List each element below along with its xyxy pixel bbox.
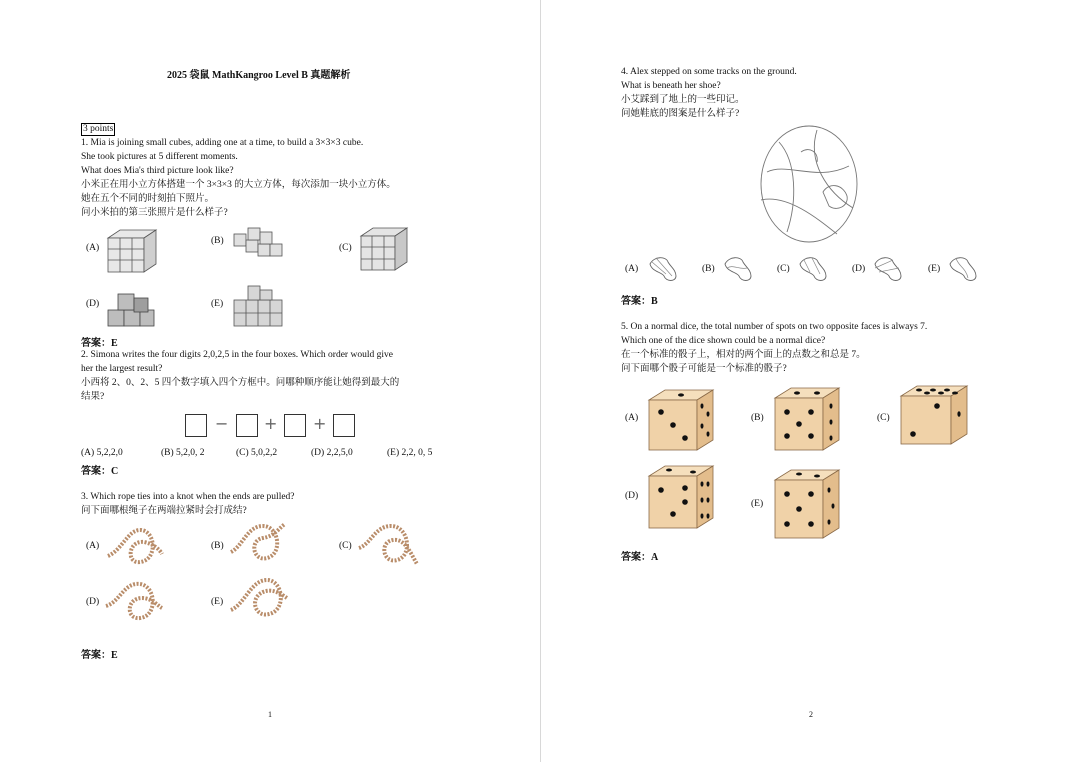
page-2 (541, 0, 1080, 762)
q4-shoe-e (946, 254, 980, 284)
q5-text-zh-1: 在一个标准的骰子上，相对的两个面上的点数之和总是 7。 (621, 350, 866, 360)
q3-rope-a (104, 520, 164, 570)
q5-dice-c (897, 382, 971, 448)
q1-answer: 答案：E (81, 338, 118, 349)
q4-option-b-label: (B) (702, 264, 715, 274)
page-number-1: 1 (268, 710, 272, 719)
q1-option-a-label: (A) (86, 243, 100, 253)
q5-option-d-label: (D) (625, 491, 639, 501)
document-title: 2025 袋鼠 MathKangroo Level B 真题解析 (167, 70, 351, 81)
q3-option-b-label: (B) (211, 541, 224, 551)
q1-text-zh-2: 她在五个不同的时刻拍下照片。 (81, 194, 215, 204)
q4-shoe-a (646, 254, 680, 284)
q1-figure-c (357, 224, 413, 274)
operator-minus: − (215, 414, 229, 433)
q1-figure-a (104, 224, 164, 276)
q3-option-d-label: (D) (86, 597, 100, 607)
q5-option-e-label: (E) (751, 499, 764, 509)
q2-option-a: (A) 5,2,2,0 (81, 448, 123, 458)
q5-option-c-label: (C) (877, 413, 890, 423)
q1-option-e-label: (E) (211, 299, 224, 309)
q3-answer: 答案：E (81, 650, 118, 661)
q5-dice-e (771, 466, 843, 542)
q5-option-a-label: (A) (625, 413, 639, 423)
q4-answer: 答案：B (621, 296, 658, 307)
q4-text-en-1: 4. Alex stepped on some tracks on the ground. (621, 67, 797, 77)
q3-option-c-label: (C) (339, 541, 352, 551)
page-number-2: 2 (809, 710, 813, 719)
q3-rope-d (104, 576, 164, 626)
q4-shoe-c (796, 254, 830, 284)
q2-option-b: (B) 5,2,0, 2 (161, 448, 205, 458)
q5-text-en-2: Which one of the dice shown could be a normal dice? (621, 336, 826, 346)
q3-text-en-1: 3. Which rope ties into a knot when the ends are pulled? (81, 492, 295, 502)
q4-shoe-d (871, 254, 905, 284)
q1-option-c-label: (C) (339, 243, 352, 253)
q1-text-zh-1: 小米正在用小立方体搭建一个 3×3×3 的大立方体，每次添加一块小立方体。 (81, 180, 396, 190)
q3-text-zh-1: 问下面哪根绳子在两端拉紧时会打成结? (81, 506, 247, 516)
q5-dice-a (645, 386, 717, 454)
digit-box-3 (284, 414, 306, 437)
q2-option-c: (C) 5,0,2,2 (236, 448, 278, 458)
q2-option-e: (E) 2,2, 0, 5 (387, 448, 433, 458)
q5-dice-d (645, 462, 717, 532)
q1-figure-b (230, 222, 288, 262)
q3-option-a-label: (A) (86, 541, 100, 551)
operator-plus-1: + (264, 414, 278, 433)
q3-rope-c (357, 518, 419, 570)
q4-option-d-label: (D) (852, 264, 866, 274)
q4-shoe-b (721, 254, 755, 284)
q3-rope-e (229, 574, 291, 626)
q5-dice-b (771, 384, 843, 454)
q2-text-zh-1: 小西将 2、0、2、5 四个数字填入四个方框中。问哪种顺序能让她得到最大的 (81, 378, 400, 388)
q3-option-e-label: (E) (211, 597, 224, 607)
q1-text-en-1: 1. Mia is joining small cubes, adding one at a time, to build a 3×3×3 cube. (81, 138, 364, 148)
q4-text-en-2: What is beneath her shoe? (621, 81, 721, 91)
digit-box-2 (236, 414, 258, 437)
q5-option-b-label: (B) (751, 413, 764, 423)
q5-answer: 答案：A (621, 552, 659, 563)
q1-text-en-3: What does Mia's third picture look like? (81, 166, 234, 176)
operator-plus-2: + (313, 414, 327, 433)
q2-text-en-2: her the largest result? (81, 364, 163, 374)
q5-text-zh-2: 问下面哪个骰子可能是一个标准的骰子? (621, 364, 787, 374)
points-label: 3 points (83, 124, 114, 134)
q2-answer: 答案：C (81, 466, 119, 477)
digit-box-4 (333, 414, 355, 437)
q1-figure-e (230, 280, 288, 330)
q2-option-d: (D) 2,2,5,0 (311, 448, 353, 458)
q2-text-en-1: 2. Simona writes the four digits 2,0,2,5 in the four boxes. Which order would give (81, 350, 393, 360)
q4-text-zh-1: 小艾踩到了地上的一些印记。 (621, 95, 745, 105)
q4-option-c-label: (C) (777, 264, 790, 274)
q1-text-en-2: She took pictures at 5 different moments. (81, 152, 238, 162)
q2-text-zh-2: 结果? (81, 392, 105, 402)
q1-option-d-label: (D) (86, 299, 100, 309)
q1-text-zh-3: 问小米拍的第三张照片是什么样子? (81, 208, 228, 218)
q1-figure-d (104, 284, 160, 330)
q1-option-b-label: (B) (211, 236, 224, 246)
q4-option-a-label: (A) (625, 264, 639, 274)
q4-option-e-label: (E) (928, 264, 941, 274)
q3-rope-b (229, 518, 289, 568)
q5-text-en-1: 5. On a normal dice, the total number of spots on two opposite faces is always 7. (621, 322, 928, 332)
q4-text-zh-2: 问她鞋底的图案是什么样子? (621, 109, 740, 119)
q4-tracks-figure (757, 122, 861, 244)
digit-box-1 (185, 414, 207, 437)
